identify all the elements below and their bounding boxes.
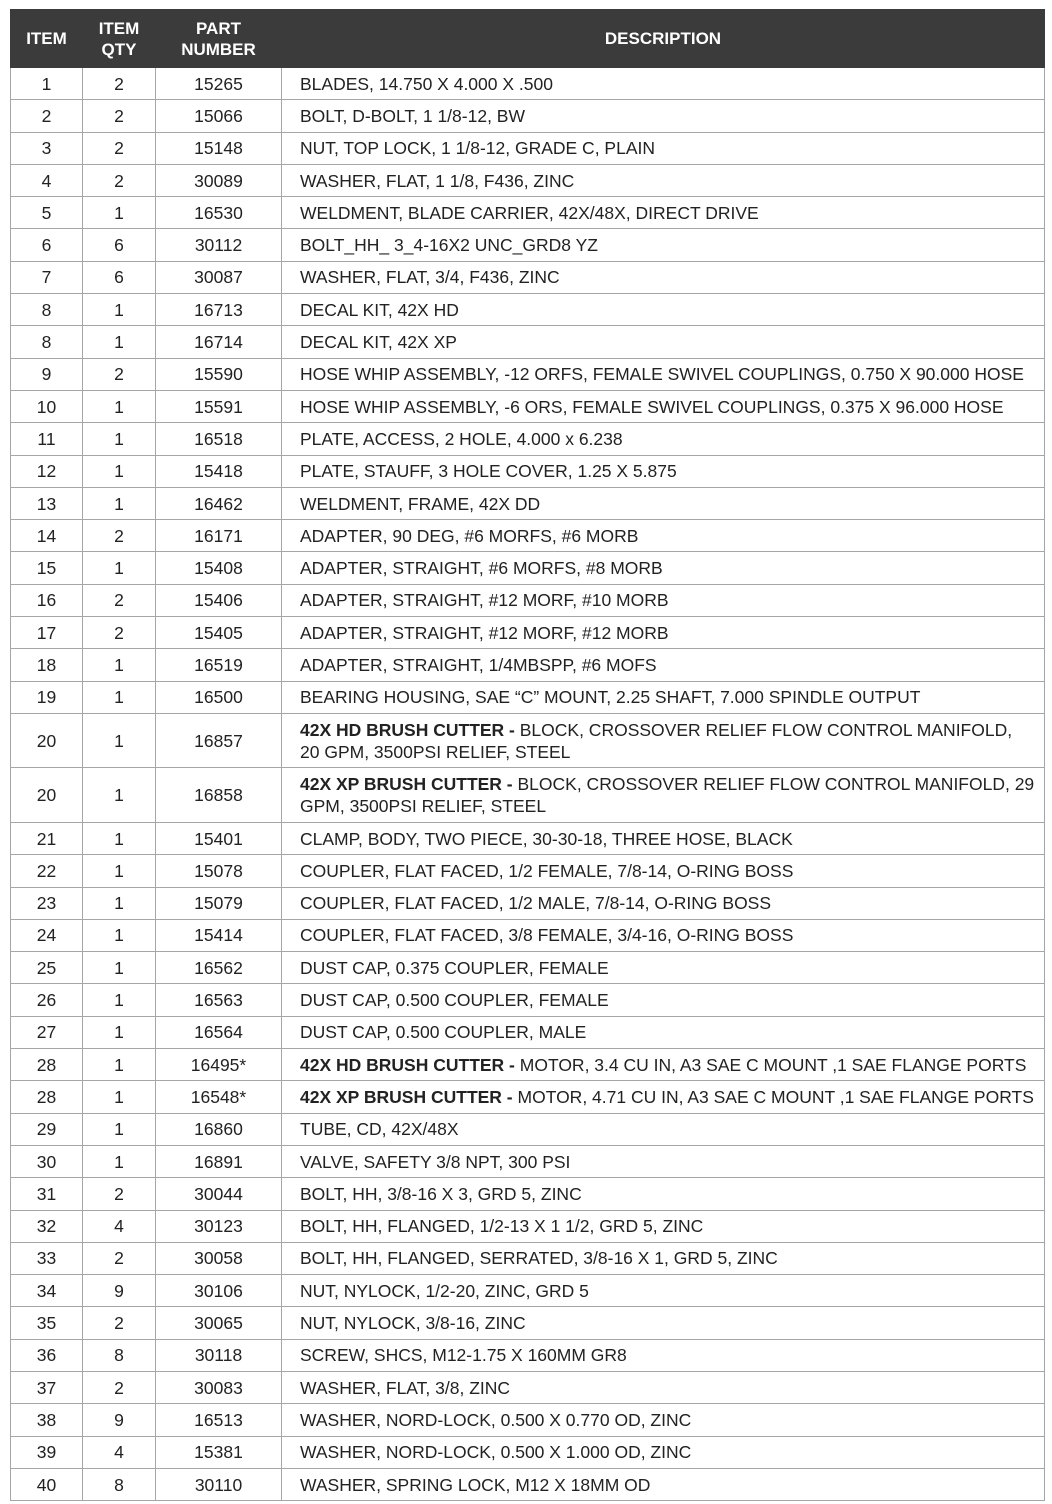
table-body — [11, 68, 1045, 1501]
table-row — [11, 1371, 1045, 1403]
part-number-cell: 30087 — [156, 261, 282, 293]
description-cell — [282, 984, 1045, 1016]
description-cell — [282, 1468, 1045, 1500]
qty-cell: 2 — [83, 68, 156, 100]
model-prefix: 42X XP BRUSH CUTTER - — [300, 1086, 518, 1107]
description-text: BLADES, 14.750 X 4.000 X .500 — [300, 73, 553, 94]
item-cell: 20 — [11, 768, 83, 823]
description-cell — [282, 952, 1045, 984]
qty-cell: 2 — [83, 1178, 156, 1210]
table-row — [11, 855, 1045, 887]
qty-cell: 6 — [83, 229, 156, 261]
part-number-cell: 15414 — [156, 919, 282, 951]
table-row — [11, 768, 1045, 823]
item-cell: 19 — [11, 681, 83, 713]
part-number-cell: 16513 — [156, 1404, 282, 1436]
qty-cell: 1 — [83, 390, 156, 422]
part-number-cell: 16858 — [156, 768, 282, 823]
part-number-cell: 15148 — [156, 132, 282, 164]
description-cell — [282, 261, 1045, 293]
part-number-cell: 15408 — [156, 552, 282, 584]
description-cell — [282, 649, 1045, 681]
item-cell: 32 — [11, 1210, 83, 1242]
part-number-cell: 16857 — [156, 713, 282, 768]
description-text: WELDMENT, BLADE CARRIER, 42X/48X, DIRECT DRIVE — [300, 202, 759, 223]
description-text: MOTOR, 3.4 CU IN, A3 SAE C MOUNT ,1 SAE FLANGE PORTS — [519, 1054, 1027, 1075]
description-text: WASHER, FLAT, 3/8, ZINC — [300, 1377, 511, 1398]
qty-cell: 1 — [83, 1049, 156, 1081]
table-row — [11, 197, 1045, 229]
item-cell: 8 — [11, 326, 83, 358]
description-text: BLOCK, CROSSOVER RELIEF FLOW CONTROL MANIFOLD, 29 GPM, 3500PSI RELIEF, STEEL — [300, 774, 1035, 817]
table-row — [11, 1178, 1045, 1210]
header-item-qty: ITEM QTY — [83, 10, 156, 68]
description-cell — [282, 1049, 1045, 1081]
table-row — [11, 326, 1045, 358]
table-row — [11, 584, 1045, 616]
table-row — [11, 423, 1045, 455]
item-cell: 28 — [11, 1081, 83, 1113]
description-cell — [282, 358, 1045, 390]
part-number-cell: 15406 — [156, 584, 282, 616]
description-text: NUT, NYLOCK, 3/8-16, ZINC — [300, 1313, 526, 1334]
description-text: NUT, TOP LOCK, 1 1/8-12, GRADE C, PLAIN — [300, 138, 655, 159]
parts-table — [10, 9, 1045, 1501]
part-number-cell: 15265 — [156, 68, 282, 100]
qty-cell: 2 — [83, 584, 156, 616]
part-number-cell: 30112 — [156, 229, 282, 261]
part-number-cell: 15079 — [156, 887, 282, 919]
table-row — [11, 1081, 1045, 1113]
table-row — [11, 1145, 1045, 1177]
item-cell: 15 — [11, 552, 83, 584]
item-cell: 2 — [11, 100, 83, 132]
item-cell: 29 — [11, 1113, 83, 1145]
item-cell: 34 — [11, 1275, 83, 1307]
description-cell — [282, 919, 1045, 951]
item-cell: 7 — [11, 261, 83, 293]
item-cell: 18 — [11, 649, 83, 681]
part-number-cell: 15078 — [156, 855, 282, 887]
description-cell — [282, 487, 1045, 519]
qty-cell: 1 — [83, 649, 156, 681]
description-cell — [282, 326, 1045, 358]
description-cell — [282, 100, 1045, 132]
item-cell: 21 — [11, 822, 83, 854]
description-cell — [282, 68, 1045, 100]
qty-cell: 9 — [83, 1275, 156, 1307]
table-row — [11, 1113, 1045, 1145]
description-text: ADAPTER, STRAIGHT, #6 MORFS, #8 MORB — [300, 558, 663, 579]
description-cell — [282, 132, 1045, 164]
item-cell: 1 — [11, 68, 83, 100]
qty-cell: 1 — [83, 487, 156, 519]
table-row — [11, 164, 1045, 196]
table-row — [11, 681, 1045, 713]
item-cell: 9 — [11, 358, 83, 390]
description-text: ADAPTER, STRAIGHT, #12 MORF, #10 MORB — [300, 590, 669, 611]
item-cell: 33 — [11, 1242, 83, 1274]
description-cell — [282, 681, 1045, 713]
part-number-cell: 16500 — [156, 681, 282, 713]
description-cell — [282, 1307, 1045, 1339]
table-row — [11, 1404, 1045, 1436]
qty-cell: 4 — [83, 1436, 156, 1468]
description-cell — [282, 822, 1045, 854]
model-prefix: 42X XP BRUSH CUTTER - — [300, 774, 518, 795]
table-header — [11, 10, 1045, 68]
qty-cell: 1 — [83, 713, 156, 768]
qty-cell: 8 — [83, 1339, 156, 1371]
description-text: NUT, NYLOCK, 1/2-20, ZINC, GRD 5 — [300, 1280, 589, 1301]
table-row — [11, 1049, 1045, 1081]
item-cell: 23 — [11, 887, 83, 919]
part-number-cell: 30065 — [156, 1307, 282, 1339]
description-cell — [282, 584, 1045, 616]
table-row — [11, 649, 1045, 681]
part-number-cell: 15066 — [156, 100, 282, 132]
qty-cell: 1 — [83, 887, 156, 919]
table-row — [11, 1339, 1045, 1371]
model-prefix: 42X HD BRUSH CUTTER - — [300, 719, 520, 740]
part-number-cell: 15590 — [156, 358, 282, 390]
description-cell — [282, 887, 1045, 919]
qty-cell: 2 — [83, 100, 156, 132]
qty-cell: 1 — [83, 952, 156, 984]
item-cell: 22 — [11, 855, 83, 887]
item-cell: 25 — [11, 952, 83, 984]
description-text: ADAPTER, STRAIGHT, #12 MORF, #12 MORB — [300, 622, 669, 643]
description-text: ADAPTER, 90 DEG, #6 MORFS, #6 MORB — [300, 525, 639, 546]
table-row — [11, 952, 1045, 984]
description-text: PLATE, STAUFF, 3 HOLE COVER, 1.25 X 5.875 — [300, 461, 677, 482]
part-number-cell: 16519 — [156, 649, 282, 681]
header-row — [11, 10, 1045, 68]
part-number-cell: 16564 — [156, 1016, 282, 1048]
description-cell — [282, 1178, 1045, 1210]
description-text: DECAL KIT, 42X XP — [300, 332, 457, 353]
item-cell: 20 — [11, 713, 83, 768]
description-text: BOLT, HH, FLANGED, 1/2-13 X 1 1/2, GRD 5, ZINC — [300, 1216, 704, 1237]
part-number-cell: 16891 — [156, 1145, 282, 1177]
qty-cell: 1 — [83, 326, 156, 358]
table-row — [11, 520, 1045, 552]
qty-cell: 1 — [83, 455, 156, 487]
item-cell: 30 — [11, 1145, 83, 1177]
part-number-cell: 16563 — [156, 984, 282, 1016]
description-text: SCREW, SHCS, M12-1.75 X 160MM GR8 — [300, 1345, 627, 1366]
item-cell: 24 — [11, 919, 83, 951]
table-row — [11, 358, 1045, 390]
item-cell: 10 — [11, 390, 83, 422]
item-cell: 37 — [11, 1371, 83, 1403]
description-cell — [282, 390, 1045, 422]
description-text: PLATE, ACCESS, 2 HOLE, 4.000 x 6.238 — [300, 428, 623, 449]
description-cell — [282, 520, 1045, 552]
description-text: DUST CAP, 0.500 COUPLER, MALE — [300, 1022, 587, 1043]
description-text: DUST CAP, 0.500 COUPLER, FEMALE — [300, 990, 609, 1011]
item-cell: 8 — [11, 294, 83, 326]
description-cell — [282, 1016, 1045, 1048]
model-prefix: 42X HD BRUSH CUTTER - — [300, 1054, 520, 1075]
table-row — [11, 1436, 1045, 1468]
table-row — [11, 1016, 1045, 1048]
description-cell — [282, 423, 1045, 455]
qty-cell: 2 — [83, 164, 156, 196]
description-cell — [282, 1339, 1045, 1371]
description-text: HOSE WHIP ASSEMBLY, -6 ORS, FEMALE SWIVEL COUPLINGS, 0.375 X 96.000 HOSE — [300, 396, 1004, 417]
qty-cell: 2 — [83, 520, 156, 552]
qty-cell: 1 — [83, 919, 156, 951]
part-number-cell: 15418 — [156, 455, 282, 487]
description-cell — [282, 1081, 1045, 1113]
part-number-cell: 16518 — [156, 423, 282, 455]
item-cell: 11 — [11, 423, 83, 455]
qty-cell: 2 — [83, 1242, 156, 1274]
table-row — [11, 1307, 1045, 1339]
part-number-cell: 15381 — [156, 1436, 282, 1468]
description-cell — [282, 1436, 1045, 1468]
description-text: WELDMENT, FRAME, 42X DD — [300, 493, 541, 514]
table-row — [11, 822, 1045, 854]
qty-cell: 2 — [83, 132, 156, 164]
table-row — [11, 390, 1045, 422]
description-cell — [282, 229, 1045, 261]
qty-cell: 9 — [83, 1404, 156, 1436]
description-text: DECAL KIT, 42X HD — [300, 299, 459, 320]
table-row — [11, 1242, 1045, 1274]
item-cell: 16 — [11, 584, 83, 616]
table-row — [11, 294, 1045, 326]
header-description: DESCRIPTION — [282, 10, 1045, 68]
item-cell: 13 — [11, 487, 83, 519]
part-number-cell: 16462 — [156, 487, 282, 519]
qty-cell: 4 — [83, 1210, 156, 1242]
description-text: HOSE WHIP ASSEMBLY, -12 ORFS, FEMALE SWIVEL COUPLINGS, 0.750 X 90.000 HOSE — [300, 364, 1024, 385]
part-number-cell: 30118 — [156, 1339, 282, 1371]
description-cell — [282, 713, 1045, 768]
item-cell: 35 — [11, 1307, 83, 1339]
description-cell — [282, 294, 1045, 326]
qty-cell: 1 — [83, 855, 156, 887]
header-item: ITEM — [11, 10, 83, 68]
description-text: TUBE, CD, 42X/48X — [300, 1119, 459, 1140]
description-text: WASHER, NORD-LOCK, 0.500 X 1.000 OD, ZINC — [300, 1442, 692, 1463]
part-number-cell: 16171 — [156, 520, 282, 552]
item-cell: 36 — [11, 1339, 83, 1371]
qty-cell: 2 — [83, 617, 156, 649]
qty-cell: 1 — [83, 197, 156, 229]
table-row — [11, 1275, 1045, 1307]
table-row — [11, 132, 1045, 164]
description-text: BLOCK, CROSSOVER RELIEF FLOW CONTROL MANIFOLD, 20 GPM, 3500PSI RELIEF, STEEL — [300, 719, 1013, 762]
part-number-cell: 30106 — [156, 1275, 282, 1307]
parts-list — [10, 9, 1044, 1501]
description-cell — [282, 855, 1045, 887]
part-number-cell: 15591 — [156, 390, 282, 422]
qty-cell: 1 — [83, 768, 156, 823]
item-cell: 6 — [11, 229, 83, 261]
qty-cell: 1 — [83, 1081, 156, 1113]
part-number-cell: 16860 — [156, 1113, 282, 1145]
part-number-cell: 15405 — [156, 617, 282, 649]
part-number-cell: 30044 — [156, 1178, 282, 1210]
part-number-cell: 16495* — [156, 1049, 282, 1081]
qty-cell: 1 — [83, 1113, 156, 1145]
item-cell: 14 — [11, 520, 83, 552]
table-row — [11, 455, 1045, 487]
description-text: WASHER, NORD-LOCK, 0.500 X 0.770 OD, ZINC — [300, 1409, 692, 1430]
item-cell: 40 — [11, 1468, 83, 1500]
qty-cell: 2 — [83, 358, 156, 390]
header-part-number: PART NUMBER — [156, 10, 282, 68]
description-cell — [282, 164, 1045, 196]
item-cell: 26 — [11, 984, 83, 1016]
item-cell: 31 — [11, 1178, 83, 1210]
description-cell — [282, 1242, 1045, 1274]
table-row — [11, 887, 1045, 919]
table-row — [11, 1468, 1045, 1500]
table-row — [11, 68, 1045, 100]
description-cell — [282, 552, 1045, 584]
description-text: COUPLER, FLAT FACED, 1/2 MALE, 7/8-14, O-RING BOSS — [300, 893, 772, 914]
qty-cell: 1 — [83, 294, 156, 326]
description-text: WASHER, FLAT, 1 1/8, F436, ZINC — [300, 170, 575, 191]
description-text: COUPLER, FLAT FACED, 1/2 FEMALE, 7/8-14, O-RING BOSS — [300, 860, 794, 881]
item-cell: 17 — [11, 617, 83, 649]
description-cell — [282, 1371, 1045, 1403]
qty-cell: 1 — [83, 552, 156, 584]
item-cell: 27 — [11, 1016, 83, 1048]
part-number-cell: 16713 — [156, 294, 282, 326]
description-text: BOLT, HH, FLANGED, SERRATED, 3/8-16 X 1, GRD 5, ZINC — [300, 1248, 778, 1269]
description-cell — [282, 197, 1045, 229]
table-row — [11, 100, 1045, 132]
description-cell — [282, 768, 1045, 823]
description-cell — [282, 1145, 1045, 1177]
description-cell — [282, 1210, 1045, 1242]
description-cell — [282, 617, 1045, 649]
qty-cell: 8 — [83, 1468, 156, 1500]
item-cell: 39 — [11, 1436, 83, 1468]
part-number-cell: 16530 — [156, 197, 282, 229]
part-number-cell: 30089 — [156, 164, 282, 196]
description-text: MOTOR, 4.71 CU IN, A3 SAE C MOUNT ,1 SAE FLANGE PORTS — [517, 1086, 1034, 1107]
part-number-cell: 30058 — [156, 1242, 282, 1274]
part-number-cell: 16548* — [156, 1081, 282, 1113]
qty-cell: 1 — [83, 681, 156, 713]
table-row — [11, 713, 1045, 768]
description-cell — [282, 1404, 1045, 1436]
qty-cell: 6 — [83, 261, 156, 293]
part-number-cell: 30123 — [156, 1210, 282, 1242]
description-text: WASHER, FLAT, 3/4, F436, ZINC — [300, 267, 560, 288]
description-text: ADAPTER, STRAIGHT, 1/4MBSPP, #6 MOFS — [300, 654, 657, 675]
part-number-cell: 16714 — [156, 326, 282, 358]
item-cell: 12 — [11, 455, 83, 487]
description-text: BOLT, HH, 3/8-16 X 3, GRD 5, ZINC — [300, 1183, 582, 1204]
qty-cell: 1 — [83, 822, 156, 854]
part-number-cell: 16562 — [156, 952, 282, 984]
item-cell: 4 — [11, 164, 83, 196]
part-number-cell: 30083 — [156, 1371, 282, 1403]
table-row — [11, 261, 1045, 293]
description-text: BEARING HOUSING, SAE “C” MOUNT, 2.25 SHAFT, 7.000 SPINDLE OUTPUT — [300, 687, 921, 708]
description-cell — [282, 455, 1045, 487]
table-row — [11, 229, 1045, 261]
qty-cell: 1 — [83, 1016, 156, 1048]
description-text: BOLT_HH_ 3_4-16X2 UNC_GRD8 YZ — [300, 235, 598, 256]
description-text: COUPLER, FLAT FACED, 3/8 FEMALE, 3/4-16, O-RING BOSS — [300, 925, 794, 946]
part-number-cell: 30110 — [156, 1468, 282, 1500]
description-text: VALVE, SAFETY 3/8 NPT, 300 PSI — [300, 1151, 571, 1172]
description-text: CLAMP, BODY, TWO PIECE, 30-30-18, THREE HOSE, BLACK — [300, 828, 793, 849]
qty-cell: 1 — [83, 1145, 156, 1177]
qty-cell: 1 — [83, 984, 156, 1016]
table-row — [11, 617, 1045, 649]
item-cell: 38 — [11, 1404, 83, 1436]
qty-cell: 2 — [83, 1307, 156, 1339]
description-text: BOLT, D-BOLT, 1 1/8-12, BW — [300, 105, 525, 126]
description-text: DUST CAP, 0.375 COUPLER, FEMALE — [300, 957, 609, 978]
table-row — [11, 984, 1045, 1016]
description-cell — [282, 1113, 1045, 1145]
qty-cell: 1 — [83, 423, 156, 455]
table-row — [11, 919, 1045, 951]
description-text: WASHER, SPRING LOCK, M12 X 18MM OD — [300, 1474, 651, 1495]
table-row — [11, 1210, 1045, 1242]
item-cell: 3 — [11, 132, 83, 164]
part-number-cell: 15401 — [156, 822, 282, 854]
table-row — [11, 487, 1045, 519]
item-cell: 5 — [11, 197, 83, 229]
table-row — [11, 552, 1045, 584]
qty-cell: 2 — [83, 1371, 156, 1403]
item-cell: 28 — [11, 1049, 83, 1081]
description-cell — [282, 1275, 1045, 1307]
